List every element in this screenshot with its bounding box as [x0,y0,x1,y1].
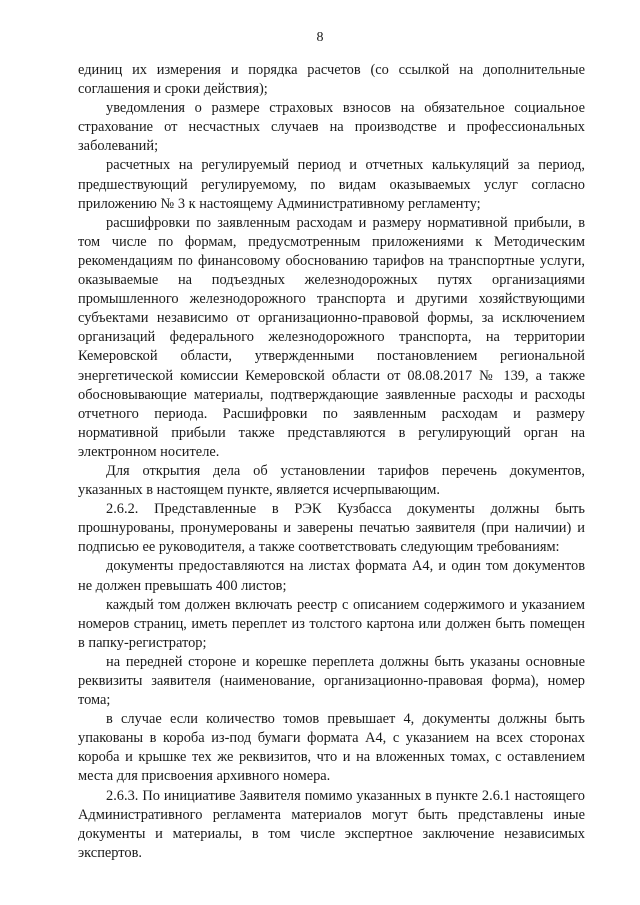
paragraph-exhaustive-list: Для открытия дела об установлении тарифов перечень документов, указанных в настоящем пункте, является исчерпывающим. [78,462,585,499]
paragraph-continuation: единиц их измерения и порядка расчетов (со ссылкой на дополнительные соглашения и сроки действия); [78,62,585,98]
document-body [78,61,585,863]
paragraph-volume-register: каждый том должен включать реестр с описанием содержимого и указанием номеров страниц, иметь переплет из толстого картона или должен быть помещен в папку-регистратор; [78,596,585,651]
paragraph-2-6-2: 2.6.2. Представленные в РЭК Кузбасса документы должны быть прошнурованы, пронумерованы и заверены печатью заявителя (при наличии) и подписью ее руководителя, а также соответствовать следующим требованиям: [78,501,585,556]
paragraph-cover-details: на передней стороне и корешке переплета должны быть указаны основные реквизиты заявителя (наименование, организационно-правовая форма), номер тома; [78,653,585,709]
paragraph-expense-breakdown: расшифровки по заявленным расходам и размеру нормативной прибыли, в том числе по формам, предусмотренным приложениями к Методическим рекомендациям по финансовому обоснованию тарифов на транспортные услуги, оказываемые на подъездных железнодорожных путях организациями промышленного железнодорожного транспорта и другими хозяйствующими субъектами независимо от организационно-правовой формы, за исключением организаций федерального железнодорожного транспорта, на территории Кемеровской области, утвержденными постановлением региональной энергетической комиссии Кемеровской области от 08.08.2017 № 139, а также обосновывающие материалы, подтверждающие заявленные расходы и расходы отчетного периода. Расшифровки по заявленным расходам и размеру нормативной прибыли также представляются в регулирующий орган на электронном носителе. [78,214,585,460]
paragraph-insurance-notice: уведомления о размере страховых взносов на обязательное социальное страхование от несчастных случаев на производстве и профессиональных заболеваний; [78,100,585,155]
paragraph-a4-sheets: документы предоставляются на листах формата А4, и один том документов не должен превышать 400 листов; [78,558,585,594]
page-number: 8 [316,30,324,45]
paragraph-boxes: в случае если количество томов превышает 4, документы должны быть упакованы в короба из-под бумаги формата А4, с указанием на всех сторонах короба и крышке тех же реквизитов, что и на вложенных томах, с оставлением места для присвоения архивного номера. [78,711,585,785]
paragraph-2-6-3: 2.6.3. По инициативе Заявителя помимо указанных в пункте 2.6.1 настоящего Административного регламента материалов могут быть представлены иные документы и материалы, в том числе экспертное заключение независимых экспертов. [78,787,585,861]
paragraph-calculations: расчетных на регулируемый период и отчетных калькуляций за период, предшествующий регулируемому, по видам оказываемых услуг согласно приложению № 3 к настоящему Административному регламенту; [78,157,585,212]
